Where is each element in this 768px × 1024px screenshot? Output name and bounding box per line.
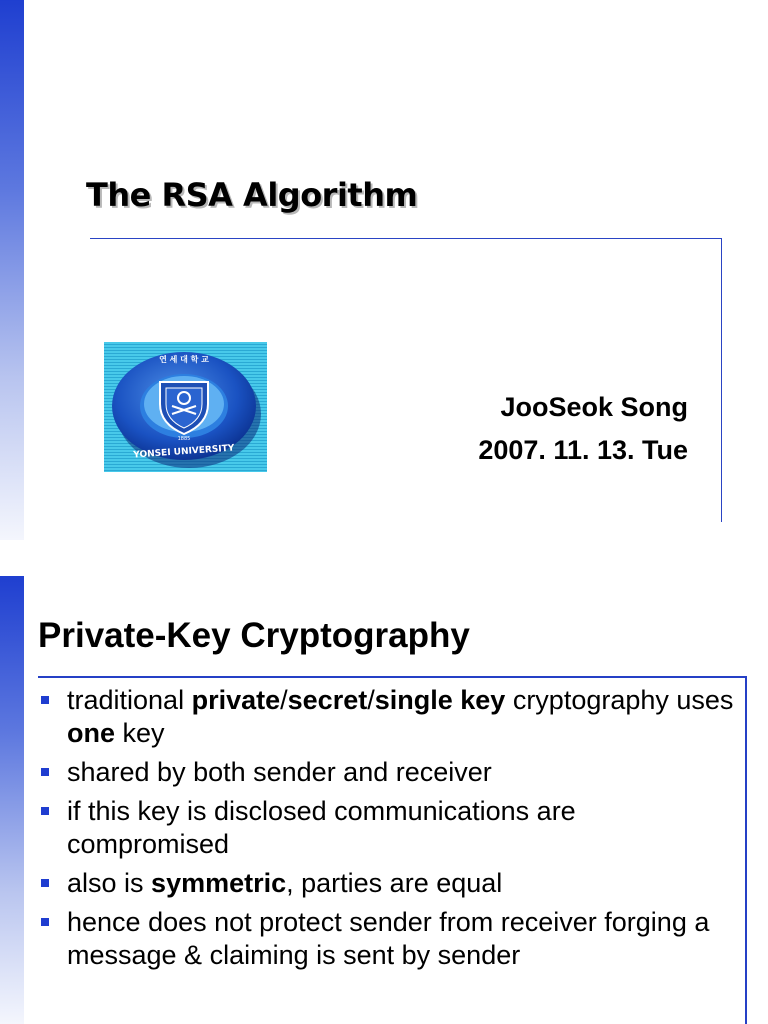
title-divider bbox=[38, 676, 746, 678]
slide-title: The RSA Algorithm bbox=[86, 176, 418, 214]
bullet-item bbox=[38, 867, 738, 900]
slide-side-bar bbox=[0, 0, 24, 540]
bullet-text-bold: single key bbox=[374, 685, 506, 715]
author-name: JooSeok Song bbox=[500, 392, 688, 422]
bullet-text: key bbox=[115, 718, 165, 748]
bullet-item bbox=[38, 906, 738, 972]
bullet-text: / bbox=[280, 685, 288, 715]
bullet-text-bold: private bbox=[191, 685, 281, 715]
title-divider bbox=[90, 238, 722, 239]
logo-top-text: 연 세 대 학 교 bbox=[159, 355, 209, 364]
bullet-list bbox=[38, 684, 738, 978]
university-logo bbox=[104, 342, 267, 472]
logo-ring-text: YONSEI UNIVERSITY bbox=[133, 443, 235, 461]
bullet-text-bold: secret bbox=[287, 685, 368, 715]
bullet-item bbox=[38, 684, 738, 750]
presentation-date: 2007. 11. 13. Tue bbox=[478, 435, 688, 465]
slide-side-bar bbox=[0, 576, 24, 1024]
bullet-text: / bbox=[367, 685, 375, 715]
bullet-text: also is bbox=[67, 868, 152, 898]
bullet-item bbox=[38, 756, 738, 789]
bullet-text-bold: one bbox=[67, 718, 116, 748]
bullet-item bbox=[38, 795, 738, 861]
logo-year: 1885 bbox=[177, 436, 191, 442]
frame-right-border bbox=[745, 676, 747, 1024]
bullet-square-icon bbox=[41, 918, 49, 926]
slide-gap bbox=[0, 540, 768, 576]
bullet-text: hence does not protect sender from receiver forging a message & claiming is sent by sender bbox=[67, 907, 710, 970]
bullet-text: shared by both sender and receiver bbox=[67, 757, 492, 787]
bullet-text: if this key is disclosed communications are compromised bbox=[67, 796, 576, 859]
bullet-square-icon bbox=[41, 879, 49, 887]
slide-title: Private-Key Cryptography bbox=[38, 616, 470, 655]
bullet-text: , parties are equal bbox=[286, 868, 503, 898]
bullet-text-bold: symmetric bbox=[151, 868, 287, 898]
bullet-square-icon bbox=[41, 696, 49, 704]
frame-right-border bbox=[721, 238, 722, 522]
content-slide bbox=[0, 576, 768, 1024]
bullet-square-icon bbox=[41, 768, 49, 776]
bullet-square-icon bbox=[41, 807, 49, 815]
bullet-text: traditional bbox=[67, 685, 192, 715]
bullet-text: cryptography uses bbox=[505, 685, 734, 715]
